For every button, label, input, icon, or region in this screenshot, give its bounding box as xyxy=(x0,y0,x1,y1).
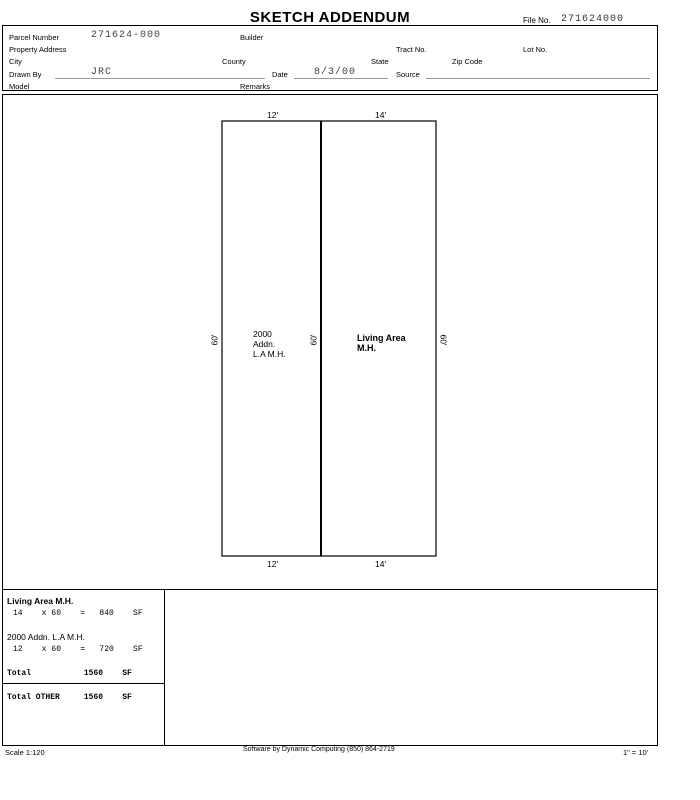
addition-label-line3: L.A M.H. xyxy=(253,349,286,359)
total-row: Total 1560 SF xyxy=(7,669,132,678)
left-bottom-dim: 12' xyxy=(267,559,279,569)
calculations-separator xyxy=(2,589,658,590)
county-label: County xyxy=(222,57,246,66)
builder-label: Builder xyxy=(240,33,264,42)
addition-area-label xyxy=(253,329,286,359)
left-side-dim: 60' xyxy=(209,334,220,346)
city-label: City xyxy=(9,57,22,66)
source-label: Source xyxy=(396,70,420,79)
total-other-row: Total OTHER 1560 SF xyxy=(7,693,132,702)
scale-ratio: 1" = 10' xyxy=(623,748,649,757)
calculations-divider xyxy=(164,589,165,746)
model-label: Model xyxy=(9,82,30,91)
totals-separator xyxy=(2,683,164,684)
middle-dim: 60' xyxy=(308,334,319,346)
zip-code-label: Zip Code xyxy=(452,57,483,66)
remarks-label: Remarks xyxy=(240,82,271,91)
right-side-dim: 60' xyxy=(438,334,449,346)
left-top-dim: 12' xyxy=(267,110,279,120)
living-area-calc-row: 14 x 60 = 840 SF xyxy=(13,609,143,618)
date-label: Date xyxy=(272,70,288,79)
living-area-label xyxy=(357,333,406,353)
addition-calc-row: 12 x 60 = 720 SF xyxy=(13,645,143,654)
property-address-label: Property Address xyxy=(9,45,67,54)
date-value: 8/3/00 xyxy=(314,67,357,78)
addition-label-line1: 2000 xyxy=(253,329,272,339)
right-top-dim: 14' xyxy=(375,110,387,120)
lot-no-label: Lot No. xyxy=(523,45,548,54)
drawn-by-label: Drawn By xyxy=(9,70,42,79)
living-area-label-line1: Living Area xyxy=(357,333,406,343)
living-area-label-line2: M.H. xyxy=(357,343,376,353)
living-area-calc-title: Living Area M.H. xyxy=(7,596,74,606)
parcel-number-label: Parcel Number xyxy=(9,33,60,42)
file-no-label: File No. xyxy=(523,16,551,25)
tract-no-label: Tract No. xyxy=(396,45,427,54)
page-title: SKETCH ADDENDUM xyxy=(249,9,411,26)
parcel-number-value: 271624-000 xyxy=(91,30,162,41)
right-bottom-dim: 14' xyxy=(375,559,387,569)
scale-label: Scale 1:120 xyxy=(5,748,45,757)
drawn-by-value: JRC xyxy=(91,67,113,78)
state-label: State xyxy=(371,57,389,66)
addition-calc-title: 2000 Addn. L.A M.H. xyxy=(7,632,85,642)
file-no-value: 271624000 xyxy=(561,14,625,25)
software-credit: Software by Dynamic Computing (850) 864-2719 xyxy=(243,746,395,753)
addition-label-line2: Addn. xyxy=(253,339,276,349)
